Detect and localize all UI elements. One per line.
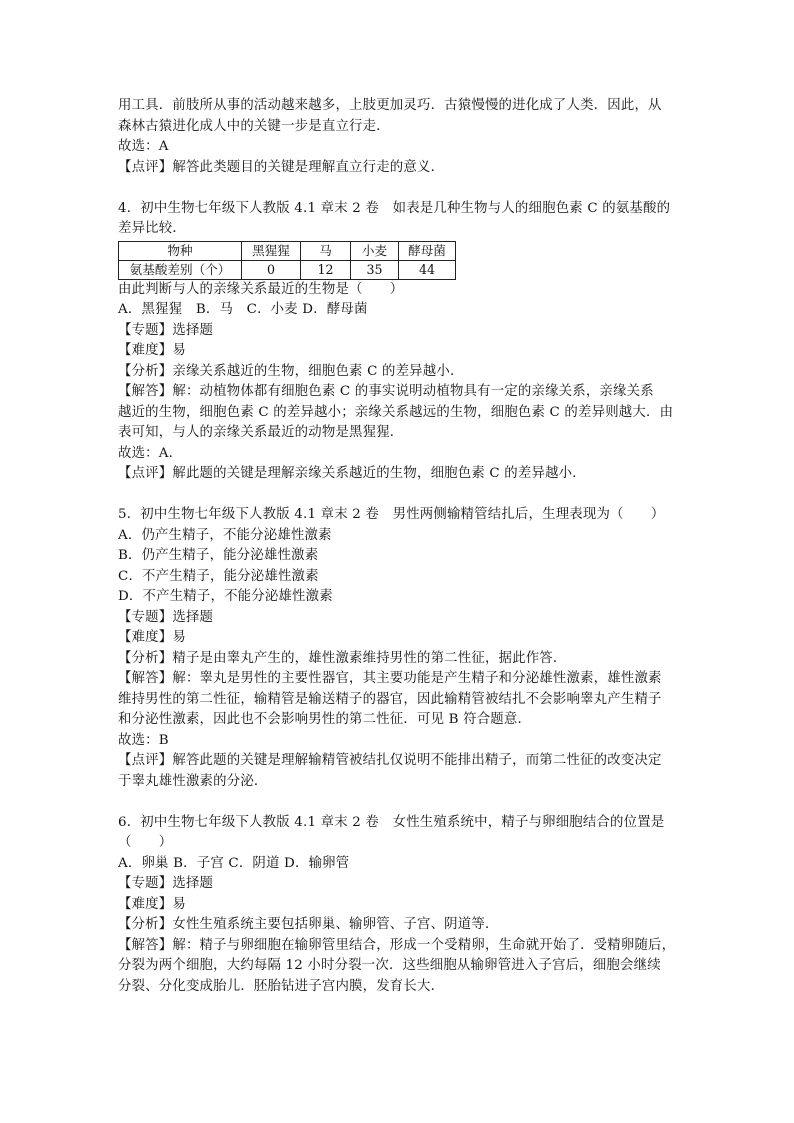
- topic-line: 【专题】选择题: [118, 609, 214, 625]
- table-cell: 酵母菌: [399, 241, 456, 260]
- option-c: C．不产生精子，能分泌雄性激素: [118, 568, 319, 584]
- solution-line: 【解答】解：动植物体都有细胞色素 C 的事实说明动植物具有一定的亲缘关系，亲缘关系: [118, 384, 654, 399]
- question-5: [118, 505, 678, 792]
- question-stem: 4．初中生物七年级下人教版 4.1 章末 2 卷 如表是几种生物与人的细胞色素 C 的氨基酸的: [118, 200, 671, 216]
- solution-line: 和分泌性激素，因此也不会影响男性的第二性征．可见 B 符合题意．: [118, 712, 532, 727]
- difficulty-line: 【难度】易: [118, 896, 186, 912]
- question-stem: 差异比较．: [118, 221, 186, 236]
- solution-line: 分裂、分化变成胎儿．胚胎钻进子宫内膜，发育长大．: [118, 978, 445, 994]
- options-line: A．卵巢 B．子宫 C．阴道 D．输卵管: [118, 855, 350, 871]
- amino-acid-table: [118, 241, 456, 280]
- table-row: [119, 260, 456, 279]
- topic-line: 【专题】选择题: [118, 876, 214, 891]
- solution-line: 越近的生物，细胞色素 C 的差异越小；亲缘关系越远的生物，细胞色素 C 的差异则越大．由: [118, 404, 674, 420]
- table-cell: 小麦: [351, 241, 399, 260]
- comment-line: 【点评】解答此类题目的关键是理解直立行走的意义．: [118, 159, 445, 175]
- answer-line: 故选：A．: [118, 445, 183, 461]
- document-page: [118, 96, 678, 997]
- options-line: A．黑猩猩 B．马 C．小麦 D．酵母菌: [118, 302, 368, 317]
- difficulty-line: 【难度】易: [118, 343, 186, 358]
- table-cell: 0: [242, 260, 301, 279]
- option-b: B．仍产生精子，能分泌雄性激素: [118, 548, 319, 563]
- option-a: A．仍产生精子，不能分泌雄性激素: [118, 527, 332, 543]
- text-line: 由此判断与人的亲缘关系最近的生物是（ ）: [118, 281, 404, 297]
- previous-question-tail: [118, 96, 678, 178]
- comment-line: 【点评】解此题的关键是理解亲缘关系越近的生物，细胞色素 C 的差异越小．: [118, 466, 586, 481]
- answer-line: 故选：B: [118, 732, 169, 748]
- table-cell: 氨基酸差别（个）: [119, 260, 242, 279]
- solution-line: 分裂为两个细胞，大约每隔 12 小时分裂一次．这些细胞从输卵管进入子宫后，细胞会继续: [118, 958, 661, 973]
- comment-line: 于睾丸雄性激素的分泌．: [118, 773, 268, 789]
- text-line: 森林古猿进化成人中的关键一步是直立行走．: [118, 118, 390, 134]
- question-stem: 5．初中生物七年级下人教版 4.1 章末 2 卷 男性两侧输精管结扎后，生理表现为（ ）: [118, 507, 665, 522]
- table-cell: 44: [399, 260, 456, 279]
- difficulty-line: 【难度】易: [118, 630, 186, 645]
- table-cell: 物种: [119, 241, 242, 260]
- analysis-line: 【分析】精子是由睾丸产生的，雄性激素维持男性的第二性征，据此作答．: [118, 650, 567, 666]
- analysis-line: 【分析】女性生殖系统主要包括卵巢、输卵管、子宫、阴道等．: [118, 917, 499, 932]
- table-cell: 35: [351, 260, 399, 279]
- answer-line: 故选：A: [118, 139, 169, 154]
- table-cell: 黑猩猩: [242, 241, 301, 260]
- text-line: 用工具．前肢所从事的活动越来越多，上肢更加灵巧．古猿慢慢的进化成了人类．因此，从: [118, 98, 662, 113]
- table-cell: 马: [301, 241, 351, 260]
- table-header-row: [119, 241, 456, 260]
- question-stem: 6．初中生物七年级下人教版 4.1 章末 2 卷 女性生殖系统中，精子与卵细胞结合的位置是: [118, 814, 665, 830]
- question-4: [118, 199, 678, 485]
- option-d: D．不产生精子，不能分泌雄性激素: [118, 589, 333, 604]
- question-stem: （ ）: [118, 835, 173, 850]
- solution-line: 维持男性的第二性征，输精管是输送精子的器官，因此输精管被结扎不会影响睾丸产生精子: [118, 691, 662, 707]
- solution-line: 【解答】解：睾丸是男性的主要性器官，其主要功能是产生精子和分泌雄性激素，雄性激素: [118, 671, 662, 686]
- comment-line: 【点评】解答此题的关键是理解输精管被结扎仅说明不能排出精子，而第二性征的改变决定: [118, 753, 662, 768]
- analysis-line: 【分析】亲缘关系越近的生物，细胞色素 C 的差异越小．: [118, 363, 464, 379]
- solution-line: 表可知，与人的亲缘关系最近的动物是黑猩猩．: [118, 425, 404, 440]
- question-6: [118, 813, 678, 998]
- topic-line: 【专题】选择题: [118, 322, 214, 338]
- solution-line: 【解答】解：精子与卵细胞在输卵管里结合，形成一个受精卵，生命就开始了．受精卵随后，: [118, 937, 676, 953]
- table-cell: 12: [301, 260, 351, 279]
